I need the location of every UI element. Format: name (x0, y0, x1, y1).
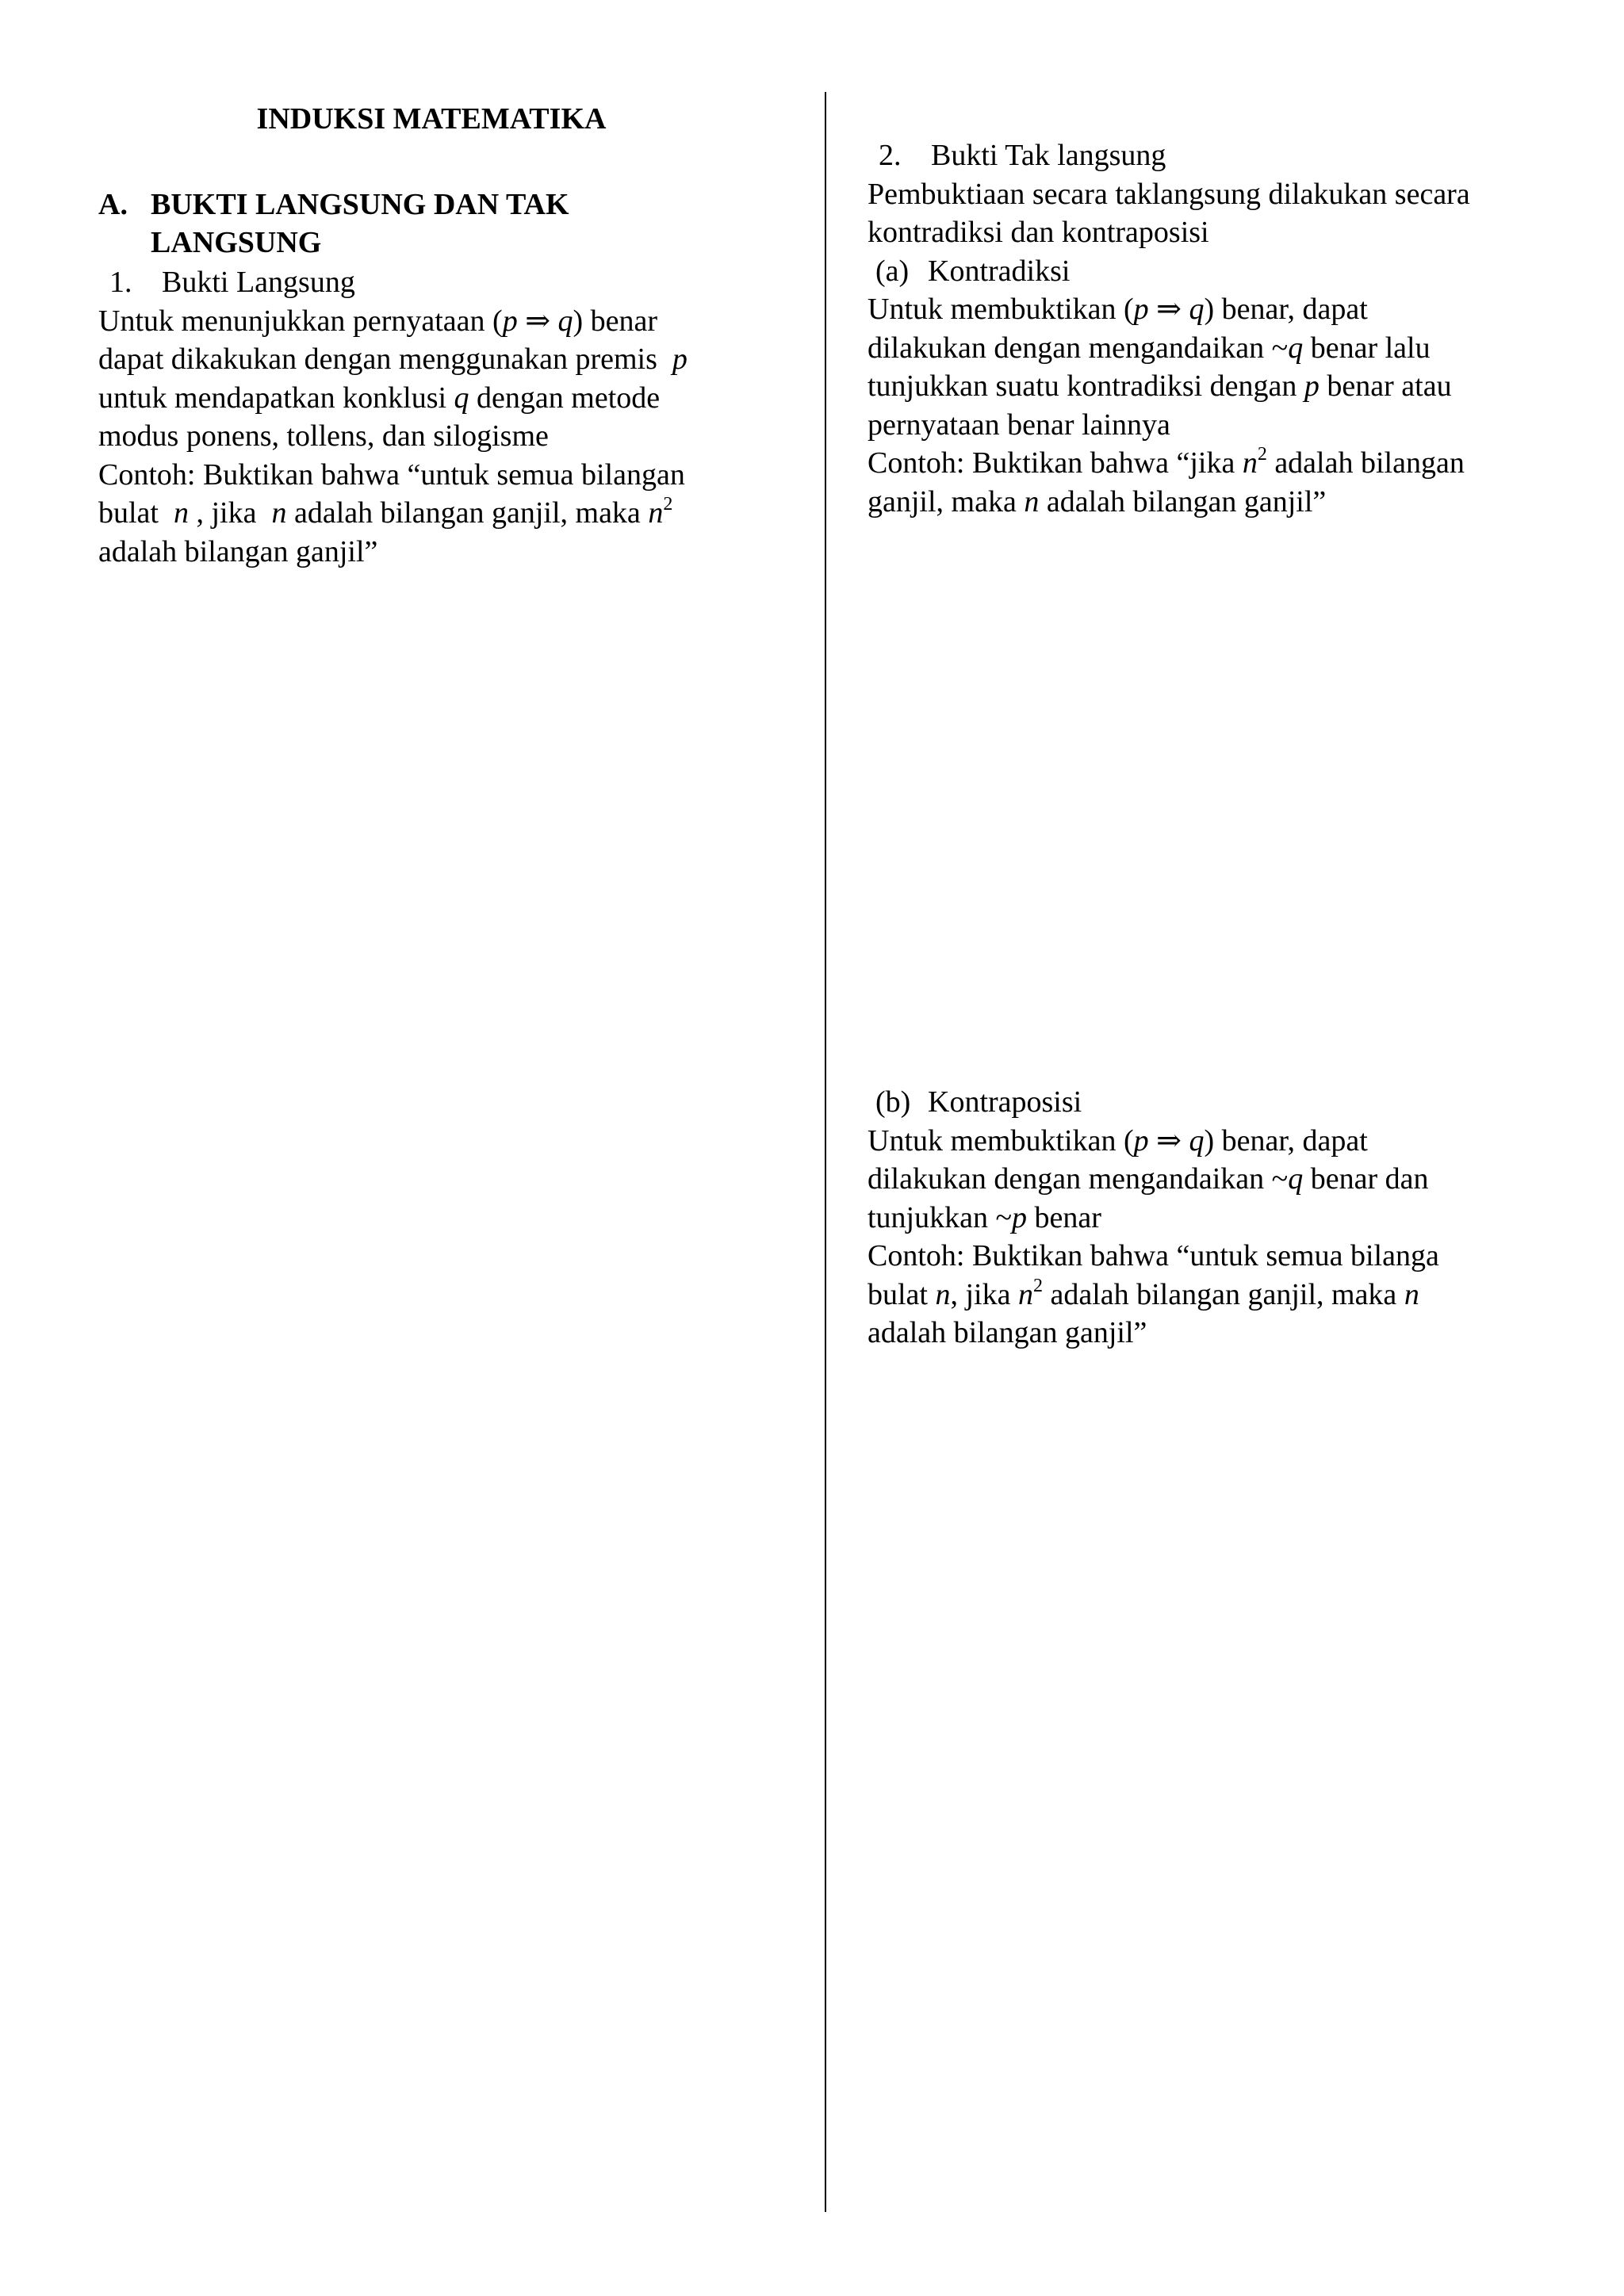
direct-proof-line-1 (98, 302, 764, 341)
text-run: Contoh: Buktikan bahwa “jika (868, 446, 1235, 480)
text-run: , jika (196, 496, 257, 530)
contradiction-example-line-2 (868, 483, 1565, 522)
contradiction-paragraph (868, 290, 1565, 521)
implies-symbol: ⇒ (1156, 293, 1182, 326)
text-run: Untuk menunjukkan pernyataan ( (98, 304, 503, 338)
var-n: n (935, 1277, 951, 1311)
item-1-heading (98, 263, 764, 302)
var-n: n (1017, 1277, 1033, 1311)
item-b-heading (868, 1083, 1565, 1122)
text-run: untuk mendapatkan konklusi (98, 381, 447, 415)
text-run: dilakukan dengan mengandaikan ~ (868, 1162, 1289, 1196)
var-p: p (1012, 1200, 1028, 1234)
example-line-3: adalah bilangan ganjil” (98, 534, 378, 568)
contradiction-line-2 (868, 329, 1565, 368)
contradiction-line-1 (868, 290, 1565, 329)
contraposition-example-line-1: Contoh: Buktikan bahwa “untuk semua bilanga (868, 1239, 1439, 1272)
text-run: ) benar, dapat (1204, 1123, 1368, 1158)
contradiction-line-4: pernyataan benar lainnya (868, 408, 1170, 442)
contraposition-example-line-3: adalah bilangan ganjil” (868, 1316, 1147, 1349)
text-run: adalah bilangan ganjil” (1046, 484, 1327, 519)
section-a-heading-line1: BUKTI LANGSUNG DAN TAK (151, 188, 569, 221)
implies-symbol: ⇒ (1156, 1123, 1182, 1158)
var-p: p (502, 304, 518, 338)
direct-proof-line-4: modus ponens, tollens, dan silogisme (98, 419, 549, 453)
contraposition-line-3 (868, 1199, 1565, 1238)
var-q: q (454, 381, 469, 415)
text-run: ganjil, maka (868, 484, 1017, 519)
item-a-title: Kontradiksi (928, 254, 1071, 288)
var-n: n (1404, 1277, 1419, 1311)
var-q: q (1288, 331, 1304, 365)
item-a-label: (a) (875, 254, 910, 288)
superscript: 2 (1257, 444, 1267, 465)
direct-proof-paragraph (98, 302, 764, 456)
text-run: , jika (950, 1277, 1011, 1311)
direct-proof-line-3 (98, 379, 764, 418)
text-run: benar lalu (1310, 331, 1431, 365)
item-2-number: 2. (879, 139, 902, 172)
text-run: Untuk membuktikan ( (868, 293, 1134, 326)
var-n: n (648, 496, 664, 530)
item-b-title: Kontraposisi (928, 1085, 1082, 1119)
item-1-title: Bukti Langsung (162, 266, 355, 299)
var-p: p (1304, 369, 1320, 403)
implies-symbol: ⇒ (525, 304, 551, 338)
var-q: q (1189, 293, 1205, 326)
item-a-heading (868, 252, 1565, 291)
item-1-number: 1. (109, 266, 132, 299)
contraposition-example-line-2 (868, 1276, 1565, 1314)
direct-proof-example (98, 456, 764, 572)
right-column-bottom (868, 1083, 1565, 1353)
text-run: tunjukkan ~ (868, 1200, 1013, 1234)
var-p: p (1133, 293, 1149, 326)
indirect-intro (868, 175, 1565, 252)
var-q: q (557, 304, 573, 338)
example-line-2 (98, 494, 764, 533)
item-2-heading (868, 136, 1565, 175)
item-b-label: (b) (875, 1085, 911, 1119)
text-run: dapat dikakukan dengan menggunakan premis (98, 342, 657, 376)
text-run: adalah bilangan (1274, 446, 1465, 480)
page-title: INDUKSI MATEMATIKA (256, 102, 607, 136)
contraposition-paragraph (868, 1122, 1565, 1353)
intro-line-2: kontradiksi dan kontraposisi (868, 216, 1209, 249)
section-a-heading-line2: LANGSUNG (151, 226, 322, 259)
contradiction-line-3 (868, 367, 1565, 406)
text-run: bulat (868, 1277, 928, 1311)
text-run: adalah bilangan ganjil, maka (293, 496, 641, 530)
intro-line-1: Pembuktiaan secara taklangsung dilakukan secara (868, 177, 1470, 211)
var-q: q (1189, 1123, 1205, 1158)
right-column-top (868, 136, 1565, 521)
text-run: dengan metode (477, 381, 661, 415)
var-p: p (672, 342, 688, 376)
text-run: benar dan (1310, 1162, 1429, 1196)
contraposition-line-2 (868, 1160, 1565, 1199)
var-q: q (1288, 1162, 1304, 1196)
text-run: ) benar (573, 304, 658, 338)
direct-proof-line-2 (98, 340, 764, 379)
section-a-heading (98, 186, 764, 262)
text-run: dilakukan dengan mengandaikan ~ (868, 331, 1289, 365)
superscript: 2 (663, 494, 673, 515)
text-run: benar atau (1327, 369, 1452, 403)
text-run: Untuk membuktikan ( (868, 1123, 1134, 1158)
superscript: 2 (1032, 1275, 1043, 1296)
column-divider (825, 92, 826, 2212)
contraposition-line-1 (868, 1122, 1565, 1161)
text-run: ) benar, dapat (1204, 293, 1368, 326)
text-run: adalah bilangan ganjil, maka (1050, 1277, 1397, 1311)
var-n: n (271, 496, 287, 530)
text-run: tunjukkan suatu kontradiksi dengan (868, 369, 1297, 403)
section-a-label: A. (98, 188, 128, 221)
var-n: n (1242, 446, 1258, 480)
text-run: benar (1034, 1200, 1101, 1234)
var-p: p (1133, 1123, 1149, 1158)
text-run: bulat (98, 496, 159, 530)
var-n: n (173, 496, 189, 530)
example-line-1: Contoh: Buktikan bahwa “untuk semua bilangan (98, 457, 685, 492)
contradiction-example-line-1 (868, 444, 1565, 483)
var-n: n (1024, 484, 1040, 519)
item-2-title: Bukti Tak langsung (931, 139, 1166, 172)
left-column-body (98, 263, 764, 571)
